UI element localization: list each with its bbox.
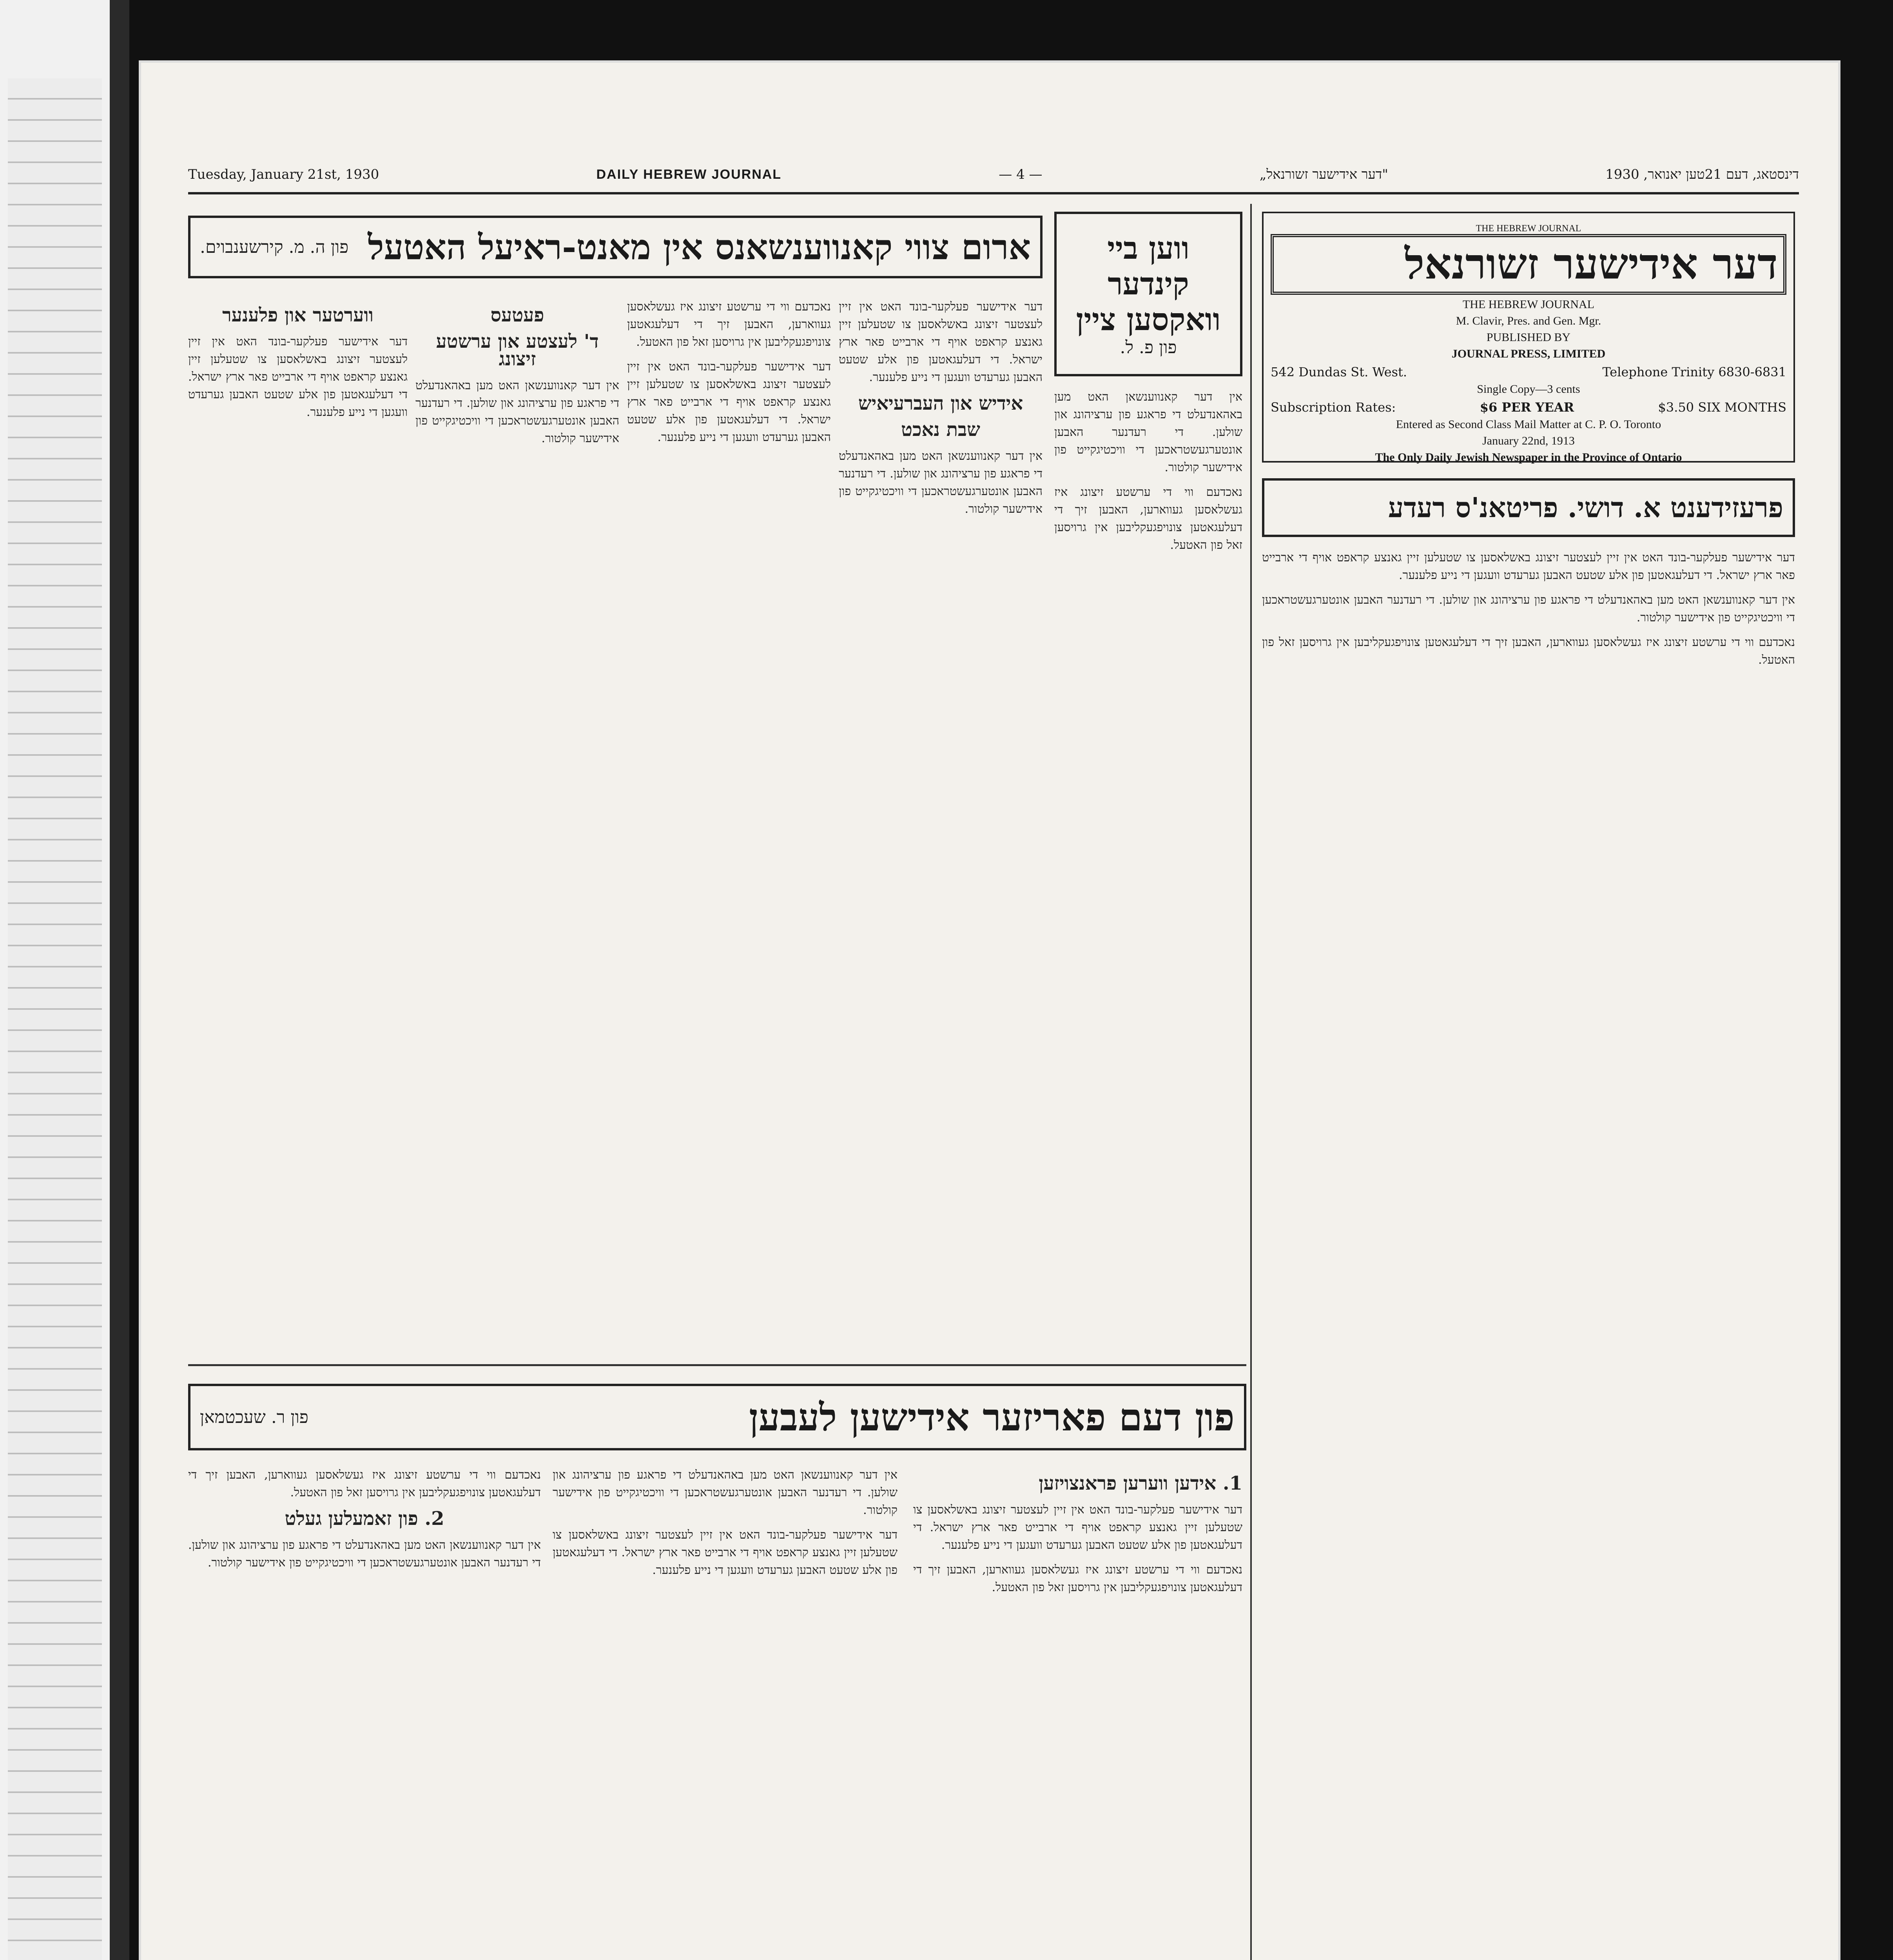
column2-text <box>1054 388 1242 1235</box>
header-paper-name: DAILY HEBREW JOURNAL <box>596 167 782 182</box>
masthead-only-daily: The Only Daily Jewish Newspaper in the Province of Ontario <box>1375 451 1682 464</box>
bottom-col2-paragraph-2: דער אידישער פעלקער-בונד האט אין זיין לעצטער זיצונג באשלאסען צו שטעלען זיין גאנצע קראפט אויף די ארבייט פאר ארץ ישראל. די דעלעגאטען פון אלע שטעט האבען גערעדט וועגען די נייע פלענער. <box>553 1528 898 1577</box>
masthead-subscription-label: Subscription Rates: <box>1271 400 1396 415</box>
main-col3-paragraph-1: אין דער קאנווענשאן האט מען באהאנדעלט די פראגע פון ערציהונג און שולען. די רעדנער האבען אונטערגעשטראכען די וויכטיגקייט פון אידישער קולטור. <box>415 379 619 445</box>
main-column-2 <box>627 298 831 1356</box>
bottom-col3-paragraph-2: אין דער קאנווענשאן האט מען באהאנדעלט די פראגע פון ערציהונג און שולען. די רעדנער האבען אונטערגעשטראכען די וויכטיגקייט פון אידישער קולטור. <box>188 1538 541 1570</box>
masthead-six-months: $3.50 SIX MONTHS <box>1658 400 1786 415</box>
masthead-publisher: JOURNAL PRESS, LIMITED <box>1451 347 1606 360</box>
bottom-col3-paragraph-1: נאכדעם ווי די ערשטע זיצונג איז געשלאסען געווארען, האבען זיך די דעלעגאטען צונויפגעקליבען אין גרויסען זאל פון האטעל. <box>188 1468 541 1499</box>
editorial-headline: פרעזידענט א. דושי. פריטאנ'ס רעדע <box>1388 491 1783 524</box>
main-column-3 <box>415 298 619 1356</box>
masthead <box>1262 212 1795 463</box>
masthead-english-name: THE HEBREW JOURNAL <box>1462 298 1595 311</box>
editorial-column <box>1262 549 1795 1960</box>
main-headline-box <box>188 216 1043 278</box>
header-page-number: — 4 — <box>999 167 1043 182</box>
newspaper-page <box>141 63 1838 1960</box>
header-yiddish-title: „דער אידישער זשורנאל" <box>1259 167 1388 182</box>
main-col1-paragraph-1: דער אידישער פעלקער-בונד האט אין זיין לעצטער זיצונג באשלאסען צו שטעלען זיין גאנצע קראפט אויף די ארבייט פאר ארץ ישראל. די דעלעגאטען פון אלע שטעט האבען גערעדט וועגען די נייע פלענער. <box>839 300 1043 384</box>
bottom-column-2 <box>553 1466 898 1960</box>
masthead-small-label: THE HEBREW JOURNAL <box>1476 223 1581 234</box>
subhead-words-plans: ווערטער און פלענער <box>222 304 374 326</box>
main-col1-paragraph-2: אין דער קאנווענשאן האט מען באהאנדעלט די פראגע פון ערציהונג און שולען. די רעדנער האבען אונטערגעשטראכען די וויכטיגקייט פון אידישער קולטור. <box>839 449 1043 516</box>
subhead-yiddish-hebrew: אידיש און העברעיאיש <box>858 392 1023 414</box>
column2-byline: פון פ. ל. <box>1120 338 1177 358</box>
masthead-per-year: $6 PER YEAR <box>1480 400 1574 415</box>
masthead-published-by: PUBLISHED BY <box>1486 331 1571 344</box>
adjacent-page-column <box>8 78 102 1960</box>
masthead-telephone: Telephone Trinity 6830-6831 <box>1602 365 1786 379</box>
main-byline: פון ה. מ. קירשענבוים. <box>200 237 349 257</box>
masthead-editor: M. Clavir, Pres. and Gen. Mgr. <box>1456 314 1601 327</box>
bottom-headline: פון דעם פאריזער אידישען לעבען <box>749 1395 1235 1439</box>
main-column-4 <box>188 298 408 1356</box>
bottom-byline: פון ר. שעכטמאן <box>200 1407 308 1427</box>
main-col2-paragraph-1: נאכדעם ווי די ערשטע זיצונג איז געשלאסען געווארען, האבען זיך די דעלעגאטען צונויפגעקליבען אין גרויסען זאל פון האטעל. <box>627 300 831 349</box>
masthead-entered-date: January 22nd, 1913 <box>1482 434 1575 447</box>
subhead-parties: פעטעס <box>490 304 544 326</box>
main-column-1 <box>839 298 1043 1356</box>
running-header <box>188 157 1799 194</box>
editorial-paragraph-3: נאכדעם ווי די ערשטע זיצונג איז געשלאסען געווארען, האבען זיך די דעלעגאטען צונויפגעקליבען אין גרויסען זאל פון האטעל. <box>1262 635 1795 667</box>
subhead-collecting-money: 2. פון זאמעלען געלט <box>285 1508 444 1530</box>
masthead-single-copy: Single Copy—3 cents <box>1477 383 1580 396</box>
column2-headline: ווען ביי קינדער וואקסען ציין <box>1076 230 1221 338</box>
editorial-paragraph-2: אין דער קאנווענשאן האט מען באהאנדעלט די פראגע פון ערציהונג און שולען. די רעדנער האבען אונטערגעשטראכען די וויכטיגקייט פון אידישער קולטור. <box>1262 593 1795 624</box>
masthead-entered: Entered as Second Class Mail Matter at C. P. O. Toronto <box>1396 418 1661 431</box>
subhead-shabbos-night: שבת נאכט <box>901 419 980 441</box>
column2-paragraph-1: אין דער קאנווענשאן האט מען באהאנדעלט די פראגע פון ערציהונג און שולען. די רעדנער האבען אונטערגעשטראכען די וויכטיגקייט פון אידישער קולטור. <box>1054 390 1242 474</box>
column-rule <box>1250 204 1252 1960</box>
subhead-last-first-session: ד' לעצטע און ערשטע זיצונג <box>436 330 599 370</box>
section-divider <box>188 1364 1246 1366</box>
bottom-headline-box <box>188 1384 1246 1450</box>
header-yiddish-date: דינסטאג, דעם 21טען יאנואר, 1930 <box>1605 167 1799 182</box>
bottom-col1-paragraph-1: דער אידישער פעלקער-בונד האט אין זיין לעצטער זיצונג באשלאסען צו שטעלען זיין גאנצע קראפט אויף די ארבייט פאר ארץ ישראל. די דעלעגאטען פון אלע שטעט האבען גערעדט וועגען די נייע פלענער. <box>913 1503 1242 1552</box>
header-english-date: Tuesday, January 21st, 1930 <box>188 167 379 182</box>
bottom-col2-paragraph-1: אין דער קאנווענשאן האט מען באהאנדעלט די פראגע פון ערציהונג און שולען. די רעדנער האבען אונטערגעשטראכען די וויכטיגקייט פון אידישער קולטור. <box>553 1468 898 1517</box>
main-headline: ארום צווי קאנווענשאנס אין מאנט-ראיעל האטעל <box>368 226 1031 267</box>
column2-paragraph-2: נאכדעם ווי די ערשטע זיצונג איז געשלאסען געווארען, האבען זיך די דעלעגאטען צונויפגעקליבען אין גרויסען זאל פון האטעל. <box>1054 485 1242 552</box>
editorial-headline-box <box>1262 478 1795 537</box>
subhead-jews-become-french: 1. אידען ווערען פראנצויזען <box>1039 1472 1242 1494</box>
main-col2-paragraph-2: דער אידישער פעלקער-בונד האט אין זיין לעצטער זיצונג באשלאסען צו שטעלען זיין גאנצע קראפט אויף די ארבייט פאר ארץ ישראל. די דעלעגאטען פון אלע שטעט האבען גערעדט וועגען די נייע פלענער. <box>627 360 831 444</box>
bottom-col1-paragraph-2: נאכדעם ווי די ערשטע זיצונג איז געשלאסען געווארען, האבען זיך די דעלעגאטען צונויפגעקליבען אין גרויסען זאל פון האטעל. <box>913 1563 1242 1594</box>
bottom-column-1 <box>913 1466 1242 1960</box>
editorial-paragraph-1: דער אידישער פעלקער-בונד האט אין זיין לעצטער זיצונג באשלאסען צו שטעלען זיין גאנצע קראפט אויף די ארבייט פאר ארץ ישראל. די דעלעגאטען פון אלע שטעט האבען גערעדט וועגען די נייע פלענער. <box>1262 551 1795 582</box>
bottom-column-3 <box>188 1466 541 1960</box>
masthead-address: 542 Dundas St. West. <box>1271 365 1407 379</box>
masthead-title: דער אידישער זשורנאל <box>1271 234 1786 295</box>
microfilm-edge <box>0 0 129 1960</box>
column2-headline-box <box>1054 212 1242 376</box>
main-col4-paragraph-1: דער אידישער פעלקער-בונד האט אין זיין לעצטער זיצונג באשלאסען צו שטעלען זיין גאנצע קראפט אויף די ארבייט פאר ארץ ישראל. די דעלעגאטען פון אלע שטעט האבען גערעדט וועגען די נייע פלענער. <box>188 335 408 419</box>
